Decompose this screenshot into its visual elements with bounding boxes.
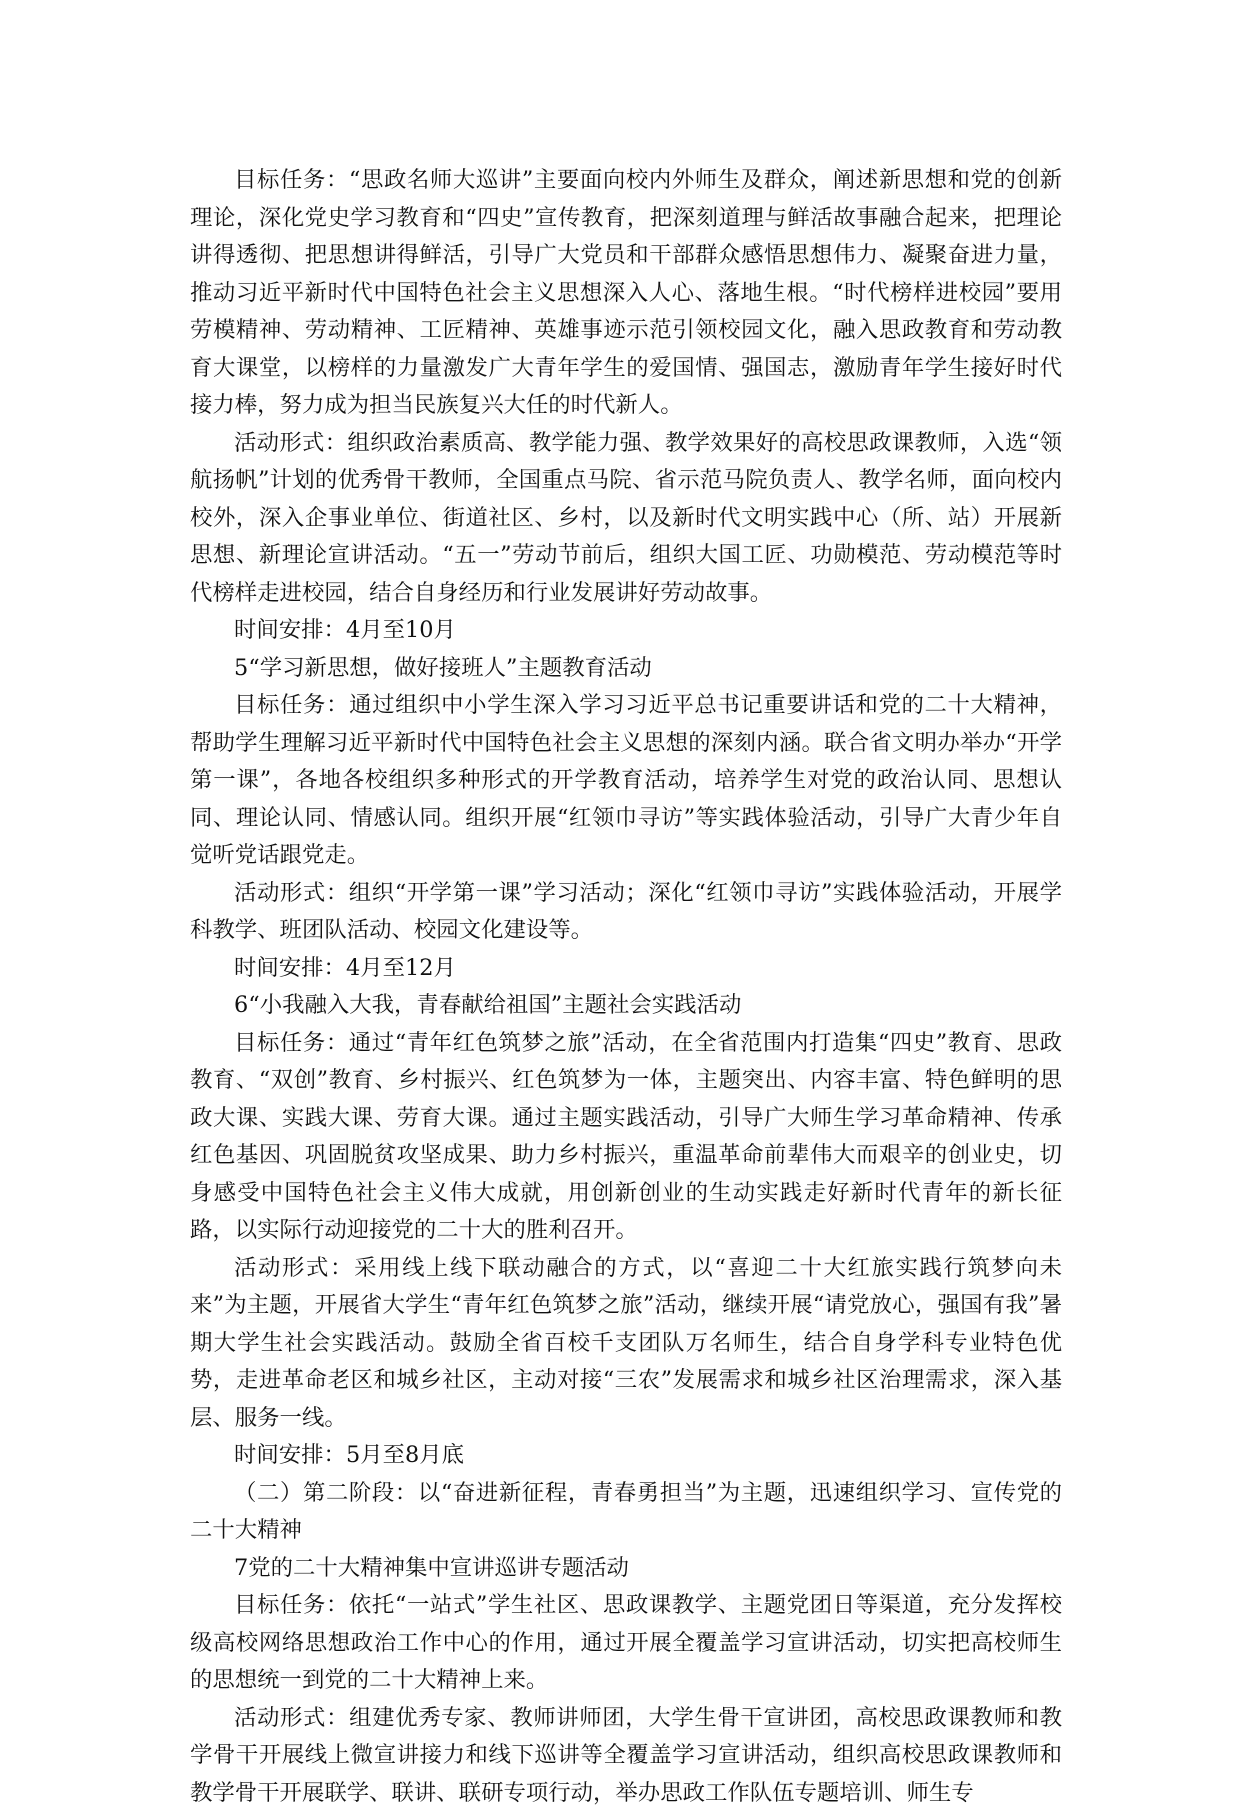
paragraph-schedule-2: 时间安排：4月至12月 [190, 950, 1062, 988]
paragraph-schedule-3: 时间安排：5月至8月底 [190, 1437, 1062, 1475]
paragraph-goal-task-7: 目标任务：依托“一站式”学生社区、思政课教学、主题党团日等渠道，充分发挥校级高校网络思想政治工作中心的作用，通过开展全覆盖学习宣讲活动，切实把高校师生的思想统一到党的二十大精神上来。 [190, 1587, 1062, 1700]
section-heading-5: 5“学习新思想，做好接班人”主题教育活动 [190, 650, 1062, 688]
paragraph-goal-task-lecture-tour: 目标任务：“思政名师大巡讲”主要面向校内外师生及群众，阐述新思想和党的创新理论，深化党史学习教育和“四史”宣传教育，把深刻道理与鲜活故事融合起来，把理论讲得透彻、把思想讲得鲜活，引导广大党员和干部群众感悟思想伟力、凝聚奋进力量，推动习近平新时代中国特色社会主义思想深入人心、落地生根。“时代榜样进校园”要用劳模精神、劳动精神、工匠精神、英雄事迹示范引领校园文化，融入思政教育和劳动教育大课堂，以榜样的力量激发广大青年学生的爱国情、强国志，激励青年学生接好时代接力棒，努力成为担当民族复兴大任的时代新人。 [190, 162, 1062, 425]
document-body [190, 162, 1062, 1812]
paragraph-activity-form-6: 活动形式：采用线上线下联动融合的方式，以“喜迎二十大红旅实践行筑梦向未来”为主题，开展省大学生“青年红色筑梦之旅”活动，继续开展“请党放心，强国有我”暑期大学生社会实践活动。鼓励全省百校千支团队万名师生，结合自身学科专业特色优势，走进革命老区和城乡社区，主动对接“三农”发展需求和城乡社区治理需求，深入基层、服务一线。 [190, 1250, 1062, 1438]
paragraph-activity-form-7: 活动形式：组建优秀专家、教师讲师团，大学生骨干宣讲团，高校思政课教师和教学骨干开展线上微宣讲接力和线下巡讲等全覆盖学习宣讲活动，组织高校思政课教师和教学骨干开展联学、联讲、联研专项行动，举办思政工作队伍专题培训、师生专 [190, 1700, 1062, 1812]
paragraph-goal-task-5: 目标任务：通过组织中小学生深入学习习近平总书记重要讲话和党的二十大精神，帮助学生理解习近平新时代中国特色社会主义思想的深刻内涵。联合省文明办举办“开学第一课”，各地各校组织多种形式的开学教育活动，培养学生对党的政治认同、思想认同、理论认同、情感认同。组织开展“红领巾寻访”等实践体验活动，引导广大青少年自觉听党话跟党走。 [190, 687, 1062, 875]
section-heading-6: 6“小我融入大我，青春献给祖国”主题社会实践活动 [190, 987, 1062, 1025]
paragraph-schedule-1: 时间安排：4月至10月 [190, 612, 1062, 650]
section-heading-7: 7党的二十大精神集中宣讲巡讲专题活动 [190, 1550, 1062, 1588]
paragraph-activity-form-5: 活动形式：组织“开学第一课”学习活动；深化“红领巾寻访”实践体验活动，开展学科教学、班团队活动、校园文化建设等。 [190, 875, 1062, 950]
paragraph-activity-form-lecture-tour: 活动形式：组织政治素质高、教学能力强、教学效果好的高校思政课教师，入选“领航扬帆”计划的优秀骨干教师，全国重点马院、省示范马院负责人、教学名师，面向校内校外，深入企事业单位、街道社区、乡村，以及新时代文明实践中心（所、站）开展新思想、新理论宣讲活动。“五一”劳动节前后，组织大国工匠、功勋模范、劳动模范等时代榜样走进校园，结合自身经历和行业发展讲好劳动故事。 [190, 425, 1062, 613]
paragraph-goal-task-6: 目标任务：通过“青年红色筑梦之旅”活动，在全省范围内打造集“四史”教育、思政教育、“双创”教育、乡村振兴、红色筑梦为一体，主题突出、内容丰富、特色鲜明的思政大课、实践大课、劳育大课。通过主题实践活动，引导广大师生学习革命精神、传承红色基因、巩固脱贫攻坚成果、助力乡村振兴，重温革命前辈伟大而艰辛的创业史，切身感受中国特色社会主义伟大成就，用创新创业的生动实践走好新时代青年的新长征路，以实际行动迎接党的二十大的胜利召开。 [190, 1025, 1062, 1250]
stage-heading-2: （二）第二阶段：以“奋进新征程，青春勇担当”为主题，迅速组织学习、宣传党的二十大精神 [190, 1475, 1062, 1550]
